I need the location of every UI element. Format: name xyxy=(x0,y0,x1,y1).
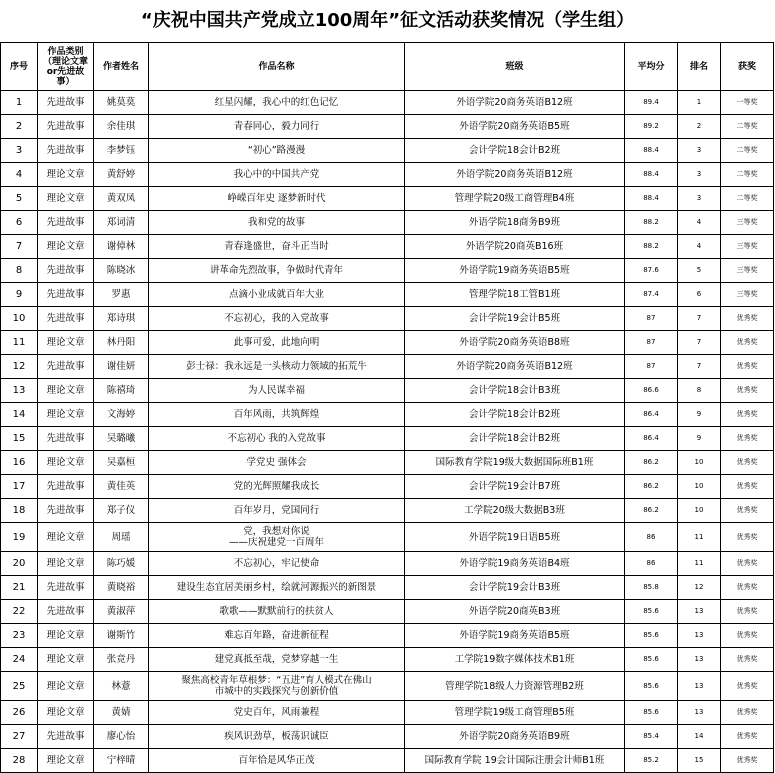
table-row xyxy=(1,307,774,331)
cell-class: 管理学院18工管B1班 xyxy=(405,283,625,307)
cell-category: 理论文章 xyxy=(38,624,94,648)
cell-class: 国际教育学院 19会计国际注册会计师B1班 xyxy=(405,749,625,773)
cell-author: 黄淑萍 xyxy=(94,600,149,624)
cell-category: 先进故事 xyxy=(38,499,94,523)
col-header-author: 作者姓名 xyxy=(94,43,149,91)
cell-rank: 7 xyxy=(678,331,721,355)
col-header-work: 作品名称 xyxy=(149,43,405,91)
cell-category: 先进故事 xyxy=(38,600,94,624)
cell-score: 86 xyxy=(625,523,678,552)
cell-author: 林薏 xyxy=(94,672,149,701)
cell-award: 优秀奖 xyxy=(721,552,774,576)
cell-award: 优秀奖 xyxy=(721,427,774,451)
col-header-class: 班级 xyxy=(405,43,625,91)
cell-award: 优秀奖 xyxy=(721,379,774,403)
cell-work: 党史百年，风雨兼程 xyxy=(149,701,405,725)
cell-author: 吴嘉桓 xyxy=(94,451,149,475)
cell-score: 85.2 xyxy=(625,749,678,773)
table-row xyxy=(1,701,774,725)
cell-class: 外语学院19商务英语B4班 xyxy=(405,552,625,576)
cell-score: 86.2 xyxy=(625,475,678,499)
table-row xyxy=(1,427,774,451)
cell-work: 疾风识劲草，板荡识诚臣 xyxy=(149,725,405,749)
cell-class: 会计学院19会计B3班 xyxy=(405,576,625,600)
cell-award: 优秀奖 xyxy=(721,403,774,427)
cell-work: 不忘初心 我的入党故事 xyxy=(149,427,405,451)
cell-no: 27 xyxy=(1,725,38,749)
cell-award: 优秀奖 xyxy=(721,499,774,523)
cell-category: 先进故事 xyxy=(38,259,94,283)
cell-work: 青春逢盛世，奋斗正当时 xyxy=(149,235,405,259)
cell-category: 先进故事 xyxy=(38,211,94,235)
table-row xyxy=(1,749,774,773)
cell-score: 89.2 xyxy=(625,115,678,139)
cell-award: 三等奖 xyxy=(721,235,774,259)
cell-category: 理论文章 xyxy=(38,451,94,475)
col-header-rank: 排名 xyxy=(678,43,721,91)
cell-award: 优秀奖 xyxy=(721,355,774,379)
cell-award: 二等奖 xyxy=(721,163,774,187)
cell-score: 85.8 xyxy=(625,576,678,600)
cell-score: 88.2 xyxy=(625,211,678,235)
cell-score: 86.6 xyxy=(625,379,678,403)
col-header-category: 作品类别 （理论文章 or先进故 事） xyxy=(38,43,94,91)
table-row xyxy=(1,475,774,499)
cell-author: 黄舒婷 xyxy=(94,163,149,187)
col-header-score: 平均分 xyxy=(625,43,678,91)
table-row xyxy=(1,499,774,523)
cell-score: 87 xyxy=(625,355,678,379)
cell-category: 先进故事 xyxy=(38,283,94,307)
cell-award: 优秀奖 xyxy=(721,331,774,355)
table-row xyxy=(1,451,774,475)
cell-no: 3 xyxy=(1,139,38,163)
cell-work: 学党史 强体会 xyxy=(149,451,405,475)
table-row xyxy=(1,187,774,211)
cell-class: 外语学院19商务英语B5班 xyxy=(405,624,625,648)
cell-no: 26 xyxy=(1,701,38,725)
cell-class: 外语学院20商英B16班 xyxy=(405,235,625,259)
cell-class: 外语学院20商英B3班 xyxy=(405,600,625,624)
cell-no: 14 xyxy=(1,403,38,427)
cell-no: 21 xyxy=(1,576,38,600)
cell-class: 工学院19数字媒体技术B1班 xyxy=(405,648,625,672)
cell-author: 李梦钰 xyxy=(94,139,149,163)
cell-work: 建设生态宜居美丽乡村，绘就河源振兴的新图景 xyxy=(149,576,405,600)
table-row xyxy=(1,624,774,648)
cell-work: 此事可爱，此地向明 xyxy=(149,331,405,355)
cell-rank: 7 xyxy=(678,307,721,331)
cell-rank: 1 xyxy=(678,91,721,115)
table-row xyxy=(1,115,774,139)
cell-rank: 3 xyxy=(678,187,721,211)
cell-category: 理论文章 xyxy=(38,552,94,576)
cell-award: 优秀奖 xyxy=(721,725,774,749)
cell-author: 谢佳妍 xyxy=(94,355,149,379)
cell-work: 难忘百年路，奋进新征程 xyxy=(149,624,405,648)
cell-class: 外语学院19日语B5班 xyxy=(405,523,625,552)
cell-award: 二等奖 xyxy=(721,187,774,211)
cell-score: 86.2 xyxy=(625,499,678,523)
cell-author: 黄晓裕 xyxy=(94,576,149,600)
cell-author: 郑子仪 xyxy=(94,499,149,523)
header-row xyxy=(1,43,774,91)
cell-work: “初心”路漫漫 xyxy=(149,139,405,163)
cell-no: 9 xyxy=(1,283,38,307)
table-row xyxy=(1,331,774,355)
cell-work: 歌歌——默默前行的扶贫人 xyxy=(149,600,405,624)
cell-rank: 10 xyxy=(678,499,721,523)
cell-rank: 13 xyxy=(678,600,721,624)
cell-score: 85.6 xyxy=(625,624,678,648)
cell-class: 会计学院19会计B5班 xyxy=(405,307,625,331)
cell-rank: 4 xyxy=(678,211,721,235)
table-row xyxy=(1,552,774,576)
cell-author: 张竞丹 xyxy=(94,648,149,672)
cell-rank: 11 xyxy=(678,523,721,552)
cell-score: 88.4 xyxy=(625,163,678,187)
cell-award: 优秀奖 xyxy=(721,701,774,725)
cell-rank: 13 xyxy=(678,672,721,701)
cell-work: 青春同心，毅力同行 xyxy=(149,115,405,139)
cell-rank: 13 xyxy=(678,648,721,672)
cell-award: 二等奖 xyxy=(721,115,774,139)
cell-class: 会计学院18会计B2班 xyxy=(405,139,625,163)
cell-rank: 9 xyxy=(678,403,721,427)
cell-rank: 14 xyxy=(678,725,721,749)
cell-no: 20 xyxy=(1,552,38,576)
cell-no: 24 xyxy=(1,648,38,672)
table-row xyxy=(1,139,774,163)
table-row xyxy=(1,283,774,307)
cell-score: 87 xyxy=(625,307,678,331)
cell-no: 15 xyxy=(1,427,38,451)
cell-work: 不忘初心，我的入党故事 xyxy=(149,307,405,331)
cell-award: 优秀奖 xyxy=(721,624,774,648)
cell-work: 我和党的故事 xyxy=(149,211,405,235)
cell-award: 优秀奖 xyxy=(721,648,774,672)
cell-score: 88.4 xyxy=(625,139,678,163)
cell-rank: 8 xyxy=(678,379,721,403)
cell-no: 12 xyxy=(1,355,38,379)
cell-award: 三等奖 xyxy=(721,211,774,235)
cell-class: 外语学院20商务英语B5班 xyxy=(405,115,625,139)
cell-author: 周瑶 xyxy=(94,523,149,552)
cell-category: 理论文章 xyxy=(38,749,94,773)
cell-work: 党的光辉照耀我成长 xyxy=(149,475,405,499)
cell-work: 彭士禄：我永远是一头核动力领域的拓荒牛 xyxy=(149,355,405,379)
cell-author: 陈晓冰 xyxy=(94,259,149,283)
cell-work: 峥嵘百年史 逐梦新时代 xyxy=(149,187,405,211)
cell-work: 百年恰是风华正茂 xyxy=(149,749,405,773)
cell-category: 先进故事 xyxy=(38,115,94,139)
cell-award: 二等奖 xyxy=(721,139,774,163)
cell-rank: 9 xyxy=(678,427,721,451)
cell-score: 86.2 xyxy=(625,451,678,475)
cell-class: 外语学院18商务B9班 xyxy=(405,211,625,235)
cell-no: 6 xyxy=(1,211,38,235)
cell-award: 优秀奖 xyxy=(721,749,774,773)
cell-author: 谢倬林 xyxy=(94,235,149,259)
cell-author: 吴璐曦 xyxy=(94,427,149,451)
cell-author: 文海婷 xyxy=(94,403,149,427)
cell-author: 陈巧媛 xyxy=(94,552,149,576)
cell-score: 86 xyxy=(625,552,678,576)
col-header-award: 获奖 xyxy=(721,43,774,91)
cell-work: 我心中的中国共产党 xyxy=(149,163,405,187)
cell-score: 86.4 xyxy=(625,427,678,451)
cell-no: 4 xyxy=(1,163,38,187)
cell-author: 陈禧琦 xyxy=(94,379,149,403)
cell-no: 1 xyxy=(1,91,38,115)
cell-no: 13 xyxy=(1,379,38,403)
table-row xyxy=(1,672,774,701)
cell-score: 85.6 xyxy=(625,648,678,672)
cell-rank: 3 xyxy=(678,139,721,163)
cell-category: 先进故事 xyxy=(38,725,94,749)
cell-class: 外语学院20商务英语B8班 xyxy=(405,331,625,355)
cell-rank: 7 xyxy=(678,355,721,379)
cell-award: 三等奖 xyxy=(721,259,774,283)
cell-category: 理论文章 xyxy=(38,379,94,403)
page-title: “庆祝中国共产党成立100周年”征文活动获奖情况（学生组） xyxy=(140,10,635,31)
cell-score: 87.4 xyxy=(625,283,678,307)
cell-class: 会计学院18会计B2班 xyxy=(405,403,625,427)
cell-award: 优秀奖 xyxy=(721,451,774,475)
cell-no: 2 xyxy=(1,115,38,139)
cell-class: 外语学院19商务英语B5班 xyxy=(405,259,625,283)
cell-author: 黄婧 xyxy=(94,701,149,725)
cell-award: 优秀奖 xyxy=(721,307,774,331)
cell-category: 先进故事 xyxy=(38,139,94,163)
cell-rank: 4 xyxy=(678,235,721,259)
cell-author: 姚莫莫 xyxy=(94,91,149,115)
cell-no: 28 xyxy=(1,749,38,773)
cell-no: 16 xyxy=(1,451,38,475)
cell-author: 郑诗琪 xyxy=(94,307,149,331)
cell-class: 管理学院19级工商管理B5班 xyxy=(405,701,625,725)
cell-work: 红星闪耀，我心中的红色记忆 xyxy=(149,91,405,115)
cell-no: 17 xyxy=(1,475,38,499)
cell-no: 22 xyxy=(1,600,38,624)
cell-award: 优秀奖 xyxy=(721,576,774,600)
cell-award: 三等奖 xyxy=(721,283,774,307)
cell-score: 85.6 xyxy=(625,600,678,624)
table-row xyxy=(1,163,774,187)
cell-score: 87 xyxy=(625,331,678,355)
cell-no: 7 xyxy=(1,235,38,259)
cell-score: 85.6 xyxy=(625,701,678,725)
cell-rank: 15 xyxy=(678,749,721,773)
table-row xyxy=(1,211,774,235)
cell-author: 谢斯竹 xyxy=(94,624,149,648)
cell-work: 百年风雨，共筑辉煌 xyxy=(149,403,405,427)
cell-category: 先进故事 xyxy=(38,475,94,499)
table-row xyxy=(1,648,774,672)
cell-class: 国际教育学院19级大数据国际班B1班 xyxy=(405,451,625,475)
cell-work: 聚焦高校青年草根梦：“五进”育人模式在佛山 市城中的实践探究与创新价值 xyxy=(149,672,405,701)
cell-category: 先进故事 xyxy=(38,427,94,451)
cell-category: 理论文章 xyxy=(38,163,94,187)
cell-no: 25 xyxy=(1,672,38,701)
cell-class: 会计学院18会计B2班 xyxy=(405,427,625,451)
cell-category: 理论文章 xyxy=(38,403,94,427)
cell-score: 86.4 xyxy=(625,403,678,427)
cell-author: 余佳琪 xyxy=(94,115,149,139)
cell-score: 85.4 xyxy=(625,725,678,749)
cell-class: 外语学院20商务英语B12班 xyxy=(405,355,625,379)
cell-rank: 13 xyxy=(678,624,721,648)
cell-work: 为人民谋幸福 xyxy=(149,379,405,403)
cell-class: 外语学院20商务英语B12班 xyxy=(405,91,625,115)
cell-class: 外语学院20商务英语B12班 xyxy=(405,163,625,187)
table-row xyxy=(1,235,774,259)
cell-category: 理论文章 xyxy=(38,331,94,355)
cell-category: 理论文章 xyxy=(38,701,94,725)
cell-work: 百年岁月，党国同行 xyxy=(149,499,405,523)
col-header-no: 序号 xyxy=(1,43,38,91)
cell-no: 11 xyxy=(1,331,38,355)
cell-author: 林丹阳 xyxy=(94,331,149,355)
cell-class: 会计学院19会计B7班 xyxy=(405,475,625,499)
cell-rank: 10 xyxy=(678,451,721,475)
cell-class: 外语学院20商务英语B9班 xyxy=(405,725,625,749)
cell-author: 罗惠 xyxy=(94,283,149,307)
cell-category: 理论文章 xyxy=(38,187,94,211)
table-row xyxy=(1,403,774,427)
cell-author: 廖心怡 xyxy=(94,725,149,749)
cell-no: 8 xyxy=(1,259,38,283)
cell-score: 88.4 xyxy=(625,187,678,211)
table-row xyxy=(1,725,774,749)
cell-author: 黄佳英 xyxy=(94,475,149,499)
cell-award: 优秀奖 xyxy=(721,475,774,499)
cell-class: 工学院20级大数据B3班 xyxy=(405,499,625,523)
table-row xyxy=(1,355,774,379)
cell-no: 5 xyxy=(1,187,38,211)
cell-score: 87.6 xyxy=(625,259,678,283)
cell-award: 优秀奖 xyxy=(721,523,774,552)
cell-category: 理论文章 xyxy=(38,672,94,701)
cell-rank: 3 xyxy=(678,163,721,187)
table-row xyxy=(1,576,774,600)
cell-author: 郑词清 xyxy=(94,211,149,235)
cell-award: 优秀奖 xyxy=(721,672,774,701)
cell-author: 黄双凤 xyxy=(94,187,149,211)
awards-table xyxy=(0,42,774,773)
cell-class: 管理学院18级人力资源管理B2班 xyxy=(405,672,625,701)
table-row xyxy=(1,523,774,552)
cell-work: 建党真抵至哉，党梦穿越一生 xyxy=(149,648,405,672)
cell-rank: 12 xyxy=(678,576,721,600)
cell-work: 党，我想对你说 ——庆祝建党一百周年 xyxy=(149,523,405,552)
cell-category: 先进故事 xyxy=(38,355,94,379)
cell-author: 宁梓晴 xyxy=(94,749,149,773)
cell-rank: 13 xyxy=(678,701,721,725)
cell-category: 先进故事 xyxy=(38,91,94,115)
cell-no: 18 xyxy=(1,499,38,523)
table-row xyxy=(1,379,774,403)
cell-no: 19 xyxy=(1,523,38,552)
cell-rank: 11 xyxy=(678,552,721,576)
cell-category: 理论文章 xyxy=(38,235,94,259)
cell-rank: 2 xyxy=(678,115,721,139)
cell-no: 10 xyxy=(1,307,38,331)
cell-rank: 5 xyxy=(678,259,721,283)
cell-category: 先进故事 xyxy=(38,307,94,331)
cell-rank: 10 xyxy=(678,475,721,499)
cell-score: 89.4 xyxy=(625,91,678,115)
cell-category: 理论文章 xyxy=(38,648,94,672)
cell-score: 88.2 xyxy=(625,235,678,259)
cell-score: 85.6 xyxy=(625,672,678,701)
cell-work: 不忘初心，牢记使命 xyxy=(149,552,405,576)
cell-class: 会计学院18会计B3班 xyxy=(405,379,625,403)
cell-category: 先进故事 xyxy=(38,576,94,600)
cell-class: 管理学院20级工商管理B4班 xyxy=(405,187,625,211)
cell-rank: 6 xyxy=(678,283,721,307)
cell-no: 23 xyxy=(1,624,38,648)
table-row xyxy=(1,259,774,283)
table-row xyxy=(1,91,774,115)
cell-work: 讲革命先烈故事，争做时代青年 xyxy=(149,259,405,283)
cell-category: 理论文章 xyxy=(38,523,94,552)
table-row xyxy=(1,600,774,624)
cell-award: 优秀奖 xyxy=(721,600,774,624)
cell-award: 一等奖 xyxy=(721,91,774,115)
cell-work: 点滴小业成就百年大业 xyxy=(149,283,405,307)
